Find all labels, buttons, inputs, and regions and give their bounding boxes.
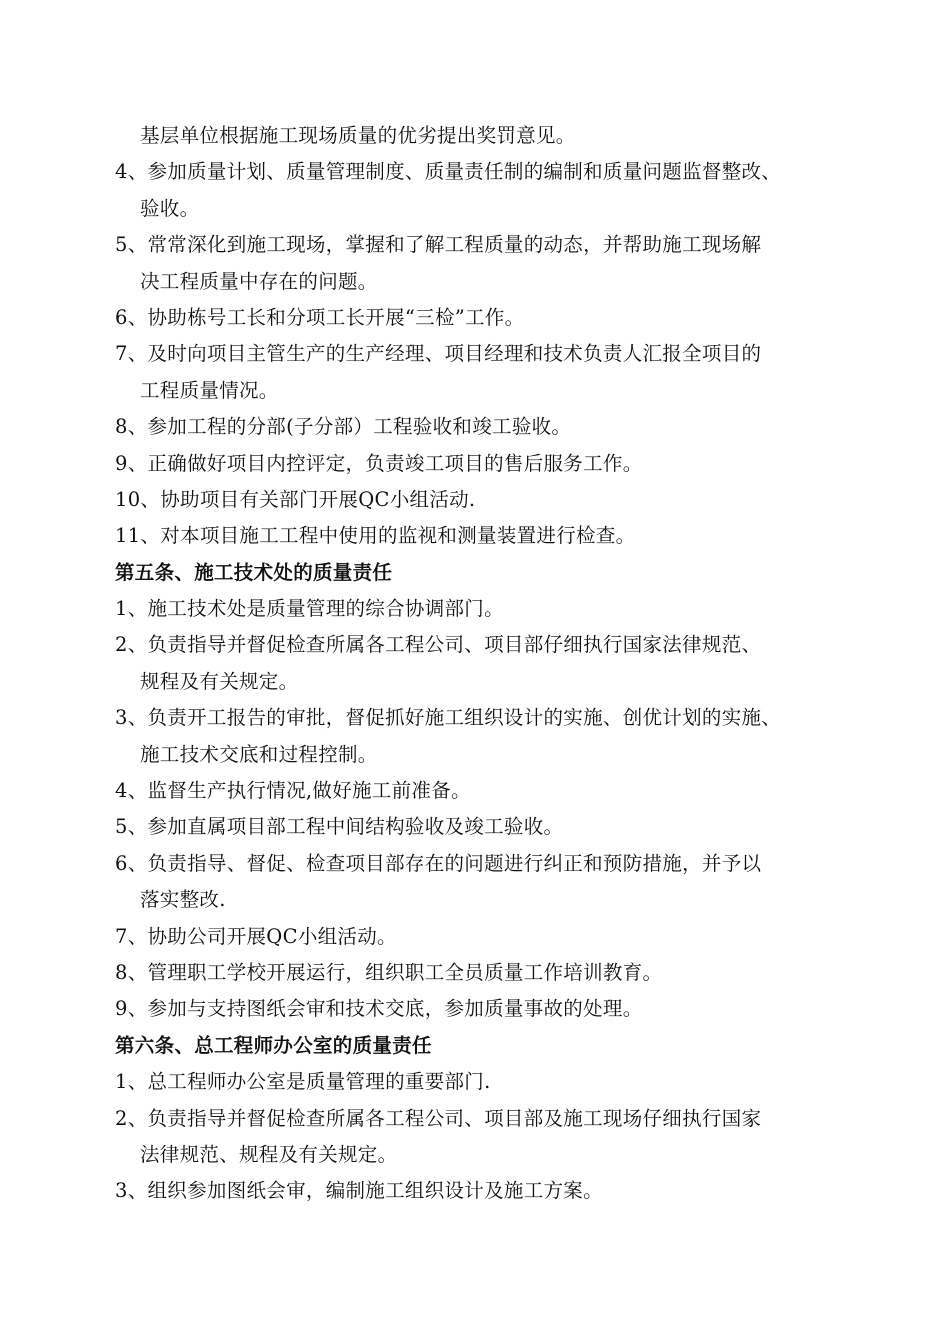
document-body	[115, 118, 885, 1210]
list-item: 5、参加直属项目部工程中间结构验收及竣工验收。	[115, 815, 564, 839]
list-item: 7、协助公司开展QC小组活动。	[115, 924, 397, 948]
list-item: 9、参加与支持图纸会审和技术交底，参加质量事故的处理。	[115, 997, 643, 1021]
section-heading: 第五条、施工技术处的质量责任	[115, 560, 393, 584]
list-item: 4、参加质量计划、质量管理制度、质量责任制的编制和质量问题监督整改、	[115, 160, 782, 184]
list-item: 3、组织参加图纸会审，编制施工组织设计及施工方案。	[115, 1179, 603, 1203]
continuation-line: 规程及有关规定。	[140, 669, 299, 693]
list-item: 3、负责开工报告的审批，督促抓好施工组织设计的实施、创优计划的实施、	[115, 706, 782, 730]
continuation-line: 落实整改.	[140, 888, 226, 912]
list-item: 5、常常深化到施工现场，掌握和了解工程质量的动态，并帮助施工现场解	[115, 233, 762, 257]
list-item: 8、参加工程的分部(子分部）工程验收和竣工验收。	[115, 415, 572, 439]
list-item: 1、总工程师办公室是质量管理的重要部门.	[115, 1070, 491, 1094]
section-heading: 第六条、总工程师办公室的质量责任	[115, 1033, 432, 1057]
list-item: 2、负责指导并督促检查所属各工程公司、项目部及施工现场仔细执行国家	[115, 1106, 762, 1130]
list-item: 6、协助栋号工长和分项工长开展“三检”工作。	[115, 305, 525, 329]
list-item: 11、对本项目施工工程中使用的监视和测量装置进行检查。	[115, 524, 636, 548]
list-item: 1、施工技术处是质量管理的综合协调部门。	[115, 597, 504, 621]
list-item: 7、及时向项目主管生产的生产经理、项目经理和技术负责人汇报全项目的	[115, 342, 762, 366]
list-item: 10、协助项目有关部门开展QC小组活动.	[115, 487, 476, 511]
continuation-line: 法律规范、规程及有关规定。	[140, 1142, 398, 1166]
list-item: 6、负责指导、督促、检查项目部存在的问题进行纠正和预防措施，并予以	[115, 851, 762, 875]
continuation-line: 验收。	[140, 196, 200, 220]
list-item: 9、正确做好项目内控评定，负责竣工项目的售后服务工作。	[115, 451, 643, 475]
continuation-line: 基层单位根据施工现场质量的优劣提出奖罚意见。	[140, 124, 576, 147]
list-item: 2、负责指导并督促检查所属各工程公司、项目部仔细执行国家法律规范、	[115, 633, 762, 657]
list-item: 8、管理职工学校开展运行，组织职工全员质量工作培训教育。	[115, 960, 663, 984]
continuation-line: 工程质量情况。	[140, 378, 279, 402]
continuation-line: 施工技术交底和过程控制。	[140, 742, 378, 766]
continuation-line: 决工程质量中存在的问题。	[140, 269, 378, 293]
list-item: 4、监督生产执行情况,做好施工前准备。	[115, 779, 471, 803]
